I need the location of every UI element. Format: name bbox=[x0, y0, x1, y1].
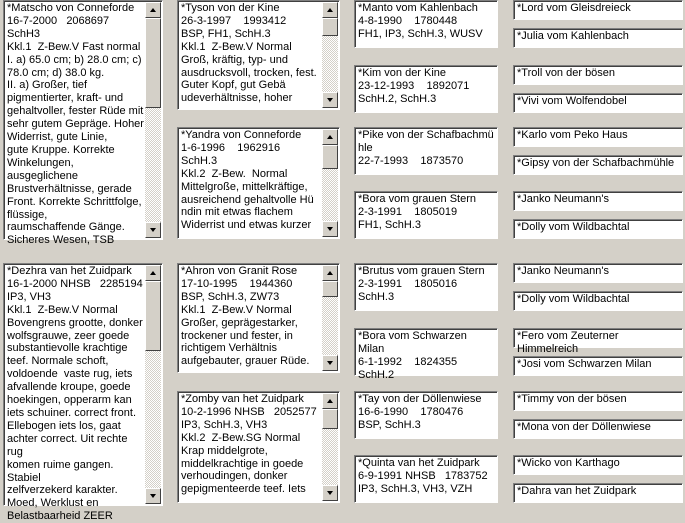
dog-card-text: *Tay von der Döllenwiese 16-6-1990 1780476 BSP, SchH.3 bbox=[358, 393, 482, 431]
dog-card-text: *Bora vom Schwarzen Milan 6-1-1992 1824355 SchH.2 bbox=[358, 330, 467, 381]
dog-card[interactable] bbox=[354, 191, 498, 239]
scroll-up-arrow-icon[interactable] bbox=[145, 265, 161, 281]
scroll-up-arrow-icon[interactable] bbox=[322, 2, 338, 18]
dog-card-text: *Karlo vom Peko Haus bbox=[517, 129, 628, 141]
dog-card[interactable] bbox=[354, 328, 498, 381]
vertical-scrollbar[interactable] bbox=[322, 265, 338, 371]
dog-card[interactable] bbox=[513, 127, 683, 147]
dog-card[interactable] bbox=[513, 155, 683, 175]
dog-card-granddam[interactable] bbox=[177, 391, 340, 503]
vertical-scrollbar[interactable] bbox=[322, 2, 338, 108]
dog-card[interactable] bbox=[513, 263, 683, 283]
dog-card[interactable] bbox=[513, 65, 683, 85]
dog-card[interactable] bbox=[513, 291, 683, 311]
scroll-thumb[interactable] bbox=[145, 18, 161, 108]
dog-card-text: *Lord vom Gleisdreieck bbox=[517, 2, 631, 14]
scroll-down-arrow-icon[interactable] bbox=[322, 221, 338, 237]
dog-card[interactable] bbox=[354, 455, 498, 503]
dog-card-grandsire[interactable] bbox=[177, 263, 340, 373]
vertical-scrollbar[interactable] bbox=[145, 2, 161, 238]
dog-card-dam[interactable] bbox=[3, 263, 163, 523]
dog-card-text: *Dahra van het Zuidpark bbox=[517, 485, 637, 497]
dog-card-text: *Julia vom Kahlenbach bbox=[517, 30, 629, 42]
dog-card-text: *Matscho von Conneforde 16-7-2000 2068697 SchH3 Kkl.1 Z-Bew.V Fast normal I. a) 65.0 cm; b) 28.0 cm; c) 78.0 cm; d) 38.0 kg. II. a) Großer, tief pigmentierter, kraft- und gehaltvoller, fester Rüde mit sehr gutem Gepräge. Hoher Widerrist, gute Linie, gute Kruppe. Korrekte Winkelungen, ausgeglichene Brustverhältnisse, gerade Front. Korrekte Schrittfolge, flüssige, raumschaffende Gänge. Sicheres Wesen, TSB bbox=[7, 2, 144, 247]
scroll-down-arrow-icon[interactable] bbox=[145, 222, 161, 238]
scroll-down-arrow-icon[interactable] bbox=[322, 485, 338, 501]
dog-card[interactable] bbox=[513, 356, 683, 376]
scroll-up-arrow-icon[interactable] bbox=[145, 2, 161, 18]
dog-card-text: *Quinta van het Zuidpark 6-9-1991 NHSB 1783752 IP3, SchH.3, VH3, VZH bbox=[358, 457, 488, 495]
dog-card-text: *Mona von der Döllenwiese bbox=[517, 421, 651, 433]
dog-card-text: *Wicko von Karthago bbox=[517, 457, 620, 469]
dog-card-text: *Troll von der bösen bbox=[517, 67, 616, 79]
dog-card-grandsire[interactable] bbox=[177, 0, 340, 110]
dog-card-text: *Kim von der Kine 23-12-1993 1892071 SchH.2, SchH.3 bbox=[358, 67, 470, 105]
scroll-thumb[interactable] bbox=[322, 18, 338, 36]
scroll-up-arrow-icon[interactable] bbox=[322, 265, 338, 281]
dog-card[interactable] bbox=[354, 391, 498, 439]
scroll-up-arrow-icon[interactable] bbox=[322, 393, 338, 409]
dog-card-text: *Dolly vom Wildbachtal bbox=[517, 221, 630, 233]
dog-card[interactable] bbox=[513, 28, 683, 48]
dog-card-text: *Zomby van het Zuidpark 10-2-1996 NHSB 2052577 IP3, SchH.3, VH3 Kkl.2 Z-Bew.SG Normal Krap middelgrote, middelkrachtige in goede verhoudingen, donker gepigmenteerde teef. Iets bbox=[181, 393, 317, 496]
dog-card-text: *Fero vom Zeuterner Himmelreich bbox=[517, 330, 622, 355]
dog-card-text: *Janko Neumann's bbox=[517, 193, 609, 205]
dog-card[interactable] bbox=[513, 483, 683, 503]
dog-card-text: *Pike von der Schafbachmü hle 22-7-1993 1873570 bbox=[358, 129, 494, 167]
dog-card-text: *Vivi vom Wolfendobel bbox=[517, 95, 627, 107]
dog-card-text: *Tyson von der Kine 26-3-1997 1993412 BSP, FH1, SchH.3 Kkl.1 Z-Bew.V Normal Groß, kräftig, typ- und ausdrucksvoll, trocken, fest. Guter Kopf, gut Gebä udeverhältnisse, hoher bbox=[181, 2, 317, 105]
scroll-down-arrow-icon[interactable] bbox=[322, 92, 338, 108]
dog-card-text: *Gipsy von der Schafbachmühle bbox=[517, 157, 675, 169]
dog-card-granddam[interactable] bbox=[177, 127, 340, 239]
vertical-scrollbar[interactable] bbox=[322, 393, 338, 501]
dog-card[interactable] bbox=[354, 65, 498, 113]
dog-card-sire[interactable] bbox=[3, 0, 163, 247]
dog-card[interactable] bbox=[513, 455, 683, 475]
scroll-up-arrow-icon[interactable] bbox=[322, 129, 338, 145]
dog-card-text: *Brutus vom grauen Stern 2-3-1991 1805016 SchH.3 bbox=[358, 265, 485, 303]
dog-card[interactable] bbox=[513, 391, 683, 411]
scroll-thumb[interactable] bbox=[322, 409, 338, 429]
dog-card-text: *Josi vom Schwarzen Milan bbox=[517, 358, 652, 370]
dog-card-text: *Manto vom Kahlenbach 4-8-1990 1780448 FH1, IP3, SchH.3, WUSV bbox=[358, 2, 483, 40]
scroll-thumb[interactable] bbox=[322, 281, 338, 297]
dog-card-text: *Ahron von Granit Rose 17-10-1995 1944360 BSP, SchH.3, ZW73 Kkl.1 Z-Bew.V Normal Großer, geprägestarker, trockener und fester, in richtigem Verhältnis aufgebauter, grauer Rüde. bbox=[181, 265, 310, 368]
dog-card-text: *Janko Neumann's bbox=[517, 265, 609, 277]
vertical-scrollbar[interactable] bbox=[322, 129, 338, 237]
dog-card[interactable] bbox=[354, 263, 498, 311]
dog-card[interactable] bbox=[513, 419, 683, 439]
dog-card[interactable] bbox=[513, 328, 683, 355]
dog-card[interactable] bbox=[354, 127, 498, 175]
dog-card-text: *Dolly vom Wildbachtal bbox=[517, 293, 630, 305]
vertical-scrollbar[interactable] bbox=[145, 265, 161, 504]
dog-card-text: *Timmy von der bösen bbox=[517, 393, 627, 405]
dog-card[interactable] bbox=[513, 93, 683, 113]
dog-card-text: *Dezhra van het Zuidpark 16-1-2000 NHSB 2285194 IP3, VH3 Kkl.1 Z-Bew.V Normal Bovengrens grootte, donker wolfsgrauwe, zeer goede substantievolle krachtige teef. Normale schoft, voldoende vaste rug, iets afvallende kroupe, goede hoekingen, opperarm kan iets schuiner. correct front. Ellebogen iets los, gaat achter correct. Uit rechte rug komen ruime gangen. Stabiel zelfverzekerd karakter. Moed, Werklust en Belastbaarheid ZEER bbox=[7, 265, 143, 523]
scroll-down-arrow-icon[interactable] bbox=[322, 355, 338, 371]
scroll-down-arrow-icon[interactable] bbox=[145, 488, 161, 504]
scroll-thumb[interactable] bbox=[322, 145, 338, 169]
dog-card[interactable] bbox=[354, 0, 498, 48]
dog-card-text: *Yandra von Conneforde 1-6-1996 1962916 SchH.3 Kkl.2 Z-Bew. Normal Mittelgroße, mittelkräftige, ausreichend gehaltvolle Hü ndin mit etwas flachem Widerrist und etwas kurzer bbox=[181, 129, 314, 232]
dog-card[interactable] bbox=[513, 191, 683, 211]
dog-card[interactable] bbox=[513, 0, 683, 20]
scroll-thumb[interactable] bbox=[145, 281, 161, 351]
dog-card[interactable] bbox=[513, 219, 683, 239]
dog-card-text: *Bora vom grauen Stern 2-3-1991 1805019 FH1, SchH.3 bbox=[358, 193, 477, 231]
